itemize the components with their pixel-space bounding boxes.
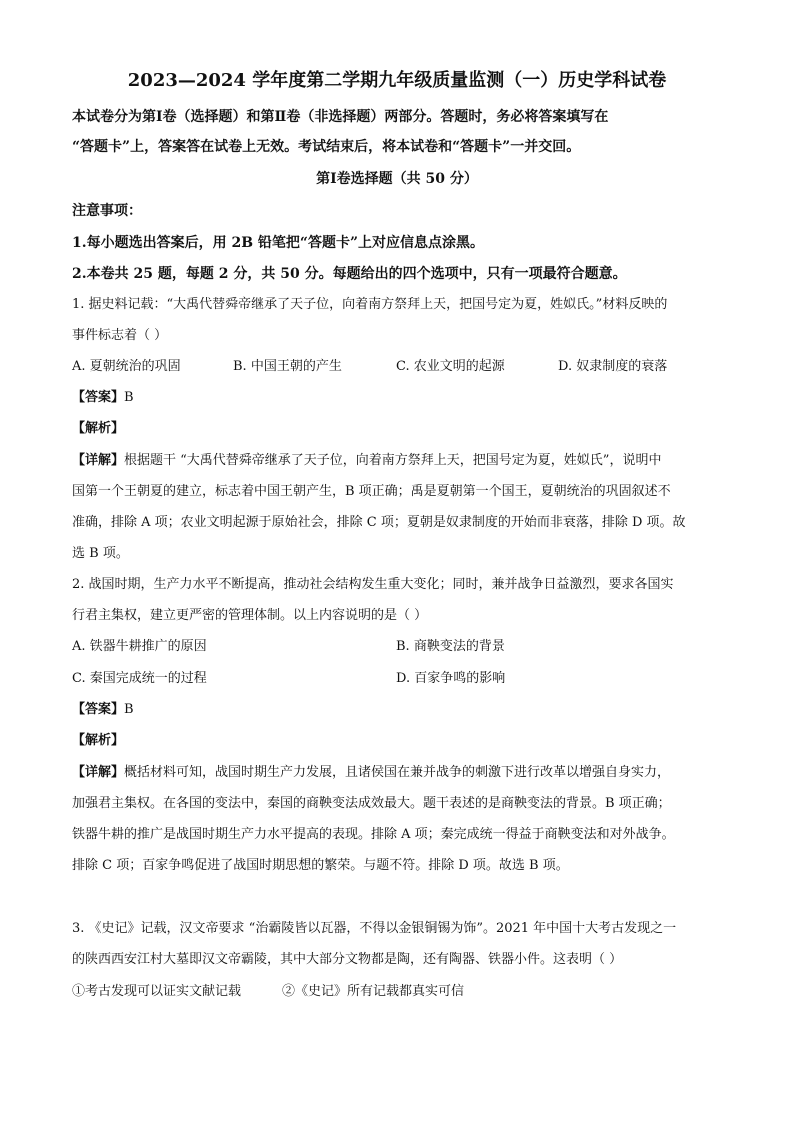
answer-label: 【答案】 (72, 390, 125, 405)
detail-text: 根据题干 “大禹代替舜帝继承了天子位，向着南方祭拜上天，把国号定为夏，姓姒氏”，说明中 (124, 453, 662, 468)
notice-item-2: 2.本卷共 25 题，每题 2 分，共 50 分。每题给出的四个选项中，只有一项最符合题意。 (72, 266, 627, 282)
q1-option-b: B. 中国王朝的产生 (233, 359, 342, 374)
q1-detail-line-1 (72, 453, 722, 469)
q1-analysis-label: 【解析】 (72, 421, 125, 436)
q3-statement-1: ①考古发现可以证实文献记载 (72, 984, 242, 999)
q2-option-d: D. 百家争鸣的影响 (396, 671, 506, 686)
q2-detail-line-1 (72, 765, 722, 781)
intro-line-2: “答题卡”上，答案答在试卷上无效。考试结束后，将本试卷和“答题卡”一并交回。 (72, 139, 581, 155)
q2-detail-line-3: 铁器牛耕的推广是战国时期生产力水平提高的表现。排除 A 项；秦完成统一得益于商鞅变法和对外战争。 (72, 827, 675, 842)
q1-detail-line-4: 选 B 项。 (72, 546, 129, 561)
answer-value: B (124, 702, 134, 717)
q2-option-a: A. 铁器牛耕推广的原因 (72, 639, 207, 654)
detail-label: 【详解】 (72, 453, 125, 468)
q2-option-c: C. 秦国完成统一的过程 (72, 671, 207, 686)
q1-detail-line-2: 国第一个王朝夏的建立，标志着中国王朝产生，B 项正确；禹是夏朝第一个国王，夏朝统治的巩固叙述不 (72, 484, 671, 499)
q2-detail-line-2: 加强君主集权。在各国的变法中，秦国的商鞅变法成效最大。题干表述的是商鞅变法的背景。B 项正确； (72, 796, 671, 811)
q1-option-c: C. 农业文明的起源 (396, 359, 505, 374)
notice-heading: 注意事项： (72, 203, 142, 219)
q2-stem-line-2: 行君主集权，建立更严密的管理体制。以上内容说明的是（ ） (72, 608, 428, 623)
intro-line-1: 本试卷分为第Ⅰ卷（选择题）和第Ⅱ卷（非选择题）两部分。答题时，务必将答案填写在 (72, 109, 609, 125)
q1-stem-line-1: 1. 据史料记载：“大禹代替舜帝继承了天子位，向着南方祭拜上天，把国号定为夏，姓姒氏。”材料反映的 (72, 297, 668, 312)
q2-stem-line-1: 2. 战国时期，生产力水平不断提高，推动社会结构发生重大变化；同时，兼并战争日益激烈，要求各国实 (72, 577, 674, 592)
section-heading: 第Ⅰ卷选择题（共 50 分） (316, 171, 478, 187)
q1-answer (72, 390, 722, 406)
q2-option-b: B. 商鞅变法的背景 (396, 639, 505, 654)
answer-label: 【答案】 (72, 702, 125, 717)
q3-statement-2: ②《史记》所有记载都真实可信 (282, 984, 465, 999)
q1-option-a: A. 夏朝统治的巩固 (72, 359, 181, 374)
notice-item-1: 1.每小题选出答案后，用 2B 铅笔把“答题卡”上对应信息点涂黑。 (72, 235, 485, 251)
q2-detail-line-4: 排除 C 项；百家争鸣促进了战国时期思想的繁荣。与题不符。排除 D 项。故选 B 项。 (72, 858, 569, 873)
q3-stem-line-1: 3. 《史记》记载，汉文帝要求 “治霸陵皆以瓦器，不得以金银铜锡为饰”。2021 年中国十大考古发现之一 (72, 921, 677, 936)
detail-text: 概括材料可知，战国时期生产力发展，且诸侯国在兼并战争的刺激下进行改革以增强自身实力， (124, 765, 671, 780)
q1-detail-line-3: 准确，排除 A 项；农业文明起源于原始社会，排除 C 项；夏朝是奴隶制度的开始而非衰落，排除 D 项。故 (72, 515, 686, 530)
q2-analysis-label: 【解析】 (72, 733, 125, 748)
page-title: 2023—2024 学年度第二学期九年级质量监测（一）历史学科试卷 (127, 70, 667, 91)
q2-answer (72, 702, 722, 718)
q3-stem-line-2: 的陕西西安江村大墓即汉文帝霸陵，其中大部分文物都是陶，还有陶器、铁器小件。这表明（ ） (72, 952, 623, 967)
detail-label: 【详解】 (72, 765, 125, 780)
answer-value: B (124, 390, 134, 405)
q1-option-d: D. 奴隶制度的衰落 (558, 359, 668, 374)
q1-stem-line-2: 事件标志着（ ） (72, 328, 168, 343)
